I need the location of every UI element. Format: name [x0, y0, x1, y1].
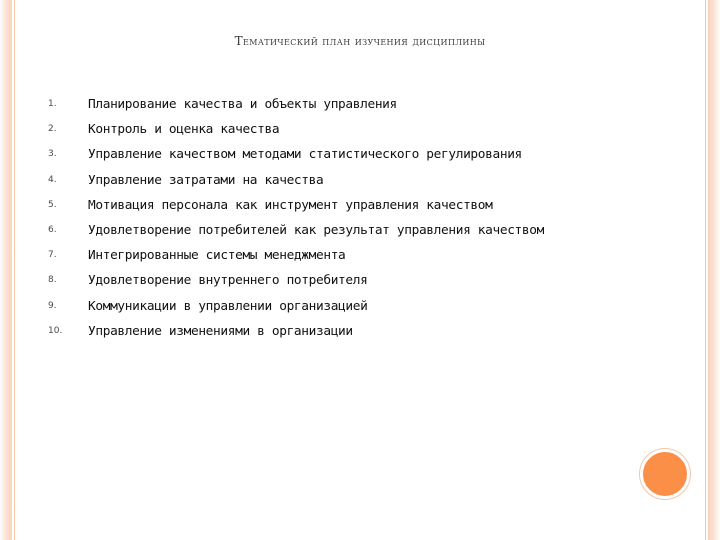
list-item: [48, 268, 688, 293]
list-item: [48, 142, 688, 167]
list-item-number: 7.: [48, 250, 57, 261]
list-item: [48, 193, 688, 218]
list-item-number: 4.: [48, 174, 57, 185]
list-item-number: 9.: [48, 300, 57, 311]
list-item-text: Удовлетворение потребителей как результат управления качеством: [88, 222, 544, 238]
list-item: [48, 218, 688, 243]
list-item-number: 6.: [48, 224, 57, 235]
list-item-number: 10.: [48, 325, 63, 336]
list-item-text: Удовлетворение внутреннего потребителя: [88, 273, 368, 289]
list-item: [48, 243, 688, 268]
list-item-number: 5.: [48, 199, 57, 210]
list-item-number: 1.: [48, 99, 57, 109]
list-item-text: Мотивация персонала как инструмент управления качеством: [88, 197, 493, 213]
topic-list: [48, 92, 688, 344]
list-item-text: Контроль и оценка качества: [88, 122, 280, 138]
frame-right-bar: [708, 0, 720, 540]
list-item-number: 8.: [48, 275, 57, 286]
list-item-text: Коммуникации в управлении организацией: [88, 298, 368, 314]
list-item: [48, 319, 688, 344]
list-item-text: Управление изменениями в организации: [88, 323, 353, 339]
list-item-text: Управление затратами на качества: [88, 172, 324, 188]
list-item: [48, 294, 688, 319]
list-item-text: Интегрированные системы менеджмента: [88, 248, 346, 264]
list-item-text: Планирование качества и объекты управления: [88, 97, 397, 112]
orange-circle-decoration: [640, 449, 690, 499]
list-item: [48, 168, 688, 193]
list-item-text: Управление качеством методами статистического регулирования: [88, 147, 522, 163]
list-item: [48, 117, 688, 142]
frame-left-bar: [0, 0, 12, 540]
list-item-number: 2.: [48, 124, 57, 135]
page-title: Тематический план изучения дисциплины: [234, 34, 486, 48]
list-item-number: 3.: [48, 149, 57, 160]
list-item: [48, 92, 688, 117]
